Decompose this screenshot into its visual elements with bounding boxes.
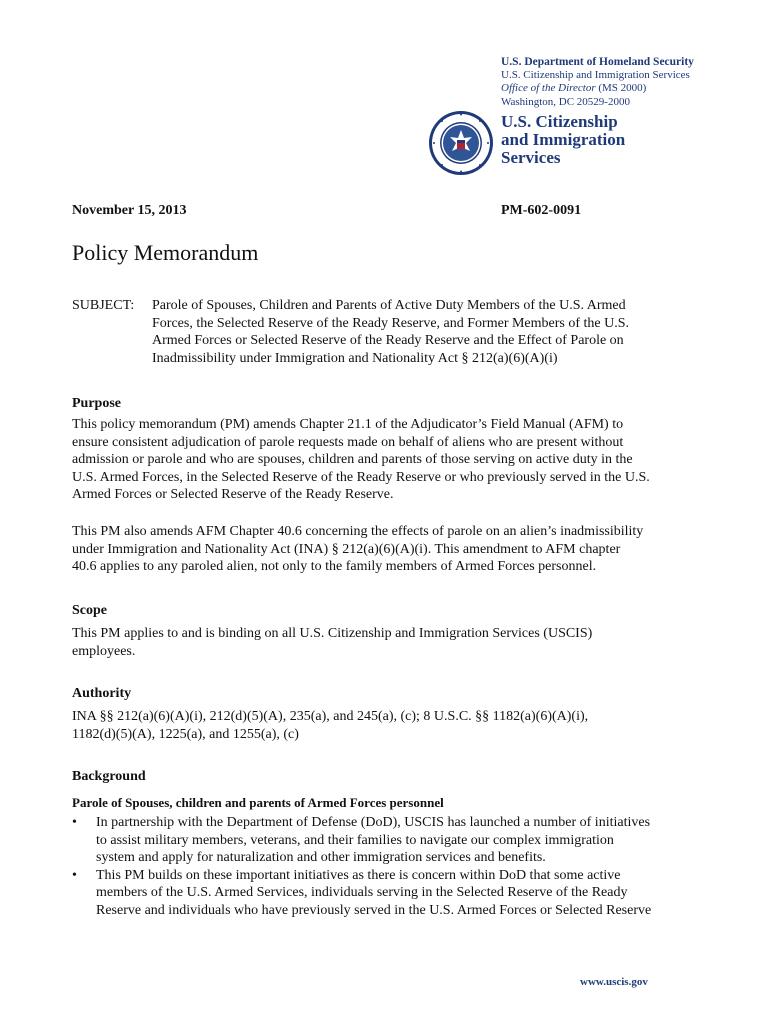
subject-text xyxy=(152,297,692,367)
scope-paragraph xyxy=(72,625,696,660)
bullet-line: to assist military members, veterans, and their families to navigate our complex immigration xyxy=(96,832,614,848)
paragraph-line: Armed Forces or Selected Reserve of the Ready Reserve. xyxy=(72,487,394,503)
paragraph-line: U.S. Armed Forces, in the Selected Reserve of the Ready Reserve or who previously served in the U.S. xyxy=(72,469,650,485)
website-link[interactable]: www.uscis.gov xyxy=(580,976,648,988)
bullet-line: Reserve and individuals who have previously served in the U.S. Armed Forces or Selected Reserve xyxy=(96,902,652,918)
bullet-line: In partnership with the Department of Defense (DoD), USCIS has launched a number of initiatives xyxy=(96,815,651,830)
list-item xyxy=(72,814,696,867)
background-subheading: Parole of Spouses, children and parents of Armed Forces personnel xyxy=(72,795,444,810)
paragraph-line: This PM applies to and is binding on all U.S. Citizenship and Immigration Services (USCIS) xyxy=(72,626,593,641)
scope-heading: Scope xyxy=(72,603,107,618)
purpose-heading: Purpose xyxy=(72,396,121,411)
subject-line: Parole of Spouses, Children and Parents of Active Duty Members of the U.S. Armed xyxy=(152,298,626,313)
purpose-paragraph-1 xyxy=(72,416,696,504)
bullet-line: This PM builds on these important initiatives as there is concern within DoD that some active xyxy=(96,867,621,883)
paragraph-line: INA §§ 212(a)(6)(A)(i), 212(d)(5)(A), 235(a), and 245(a), (c); 8 U.S.C. §§ 1182(a)(6)(A)(i), xyxy=(72,709,589,724)
logo-line-3: Services xyxy=(501,148,561,167)
paragraph-line: under Immigration and Nationality Act (INA) § 212(a)(6)(A)(i). This amendment to AFM chapter xyxy=(72,541,621,557)
subject-label: SUBJECT: xyxy=(72,298,135,313)
dhs-seal-icon xyxy=(428,110,494,176)
paragraph-line: admission or parole and who are spouses, children and parents of those serving on active duty in the xyxy=(72,452,633,468)
paragraph-line: This policy memorandum (PM) amends Chapter 21.1 of the Adjudicator’s Field Manual (AFM) to xyxy=(72,417,624,432)
memo-number: PM-602-0091 xyxy=(501,203,582,218)
authority-heading: Authority xyxy=(72,686,132,701)
background-heading: Background xyxy=(72,769,146,784)
page-title: Policy Memorandum xyxy=(72,240,259,265)
list-item xyxy=(72,867,696,920)
department-name: U.S. Department of Homeland Security xyxy=(501,56,694,68)
bullet-icon: • xyxy=(72,867,77,883)
background-bullet-list xyxy=(72,814,696,920)
paragraph-line: 40.6 applies to any paroled alien, not only to the family members of Armed Forces personnel. xyxy=(72,559,597,575)
bullet-line: system and apply for naturalization and other immigration services and benefits. xyxy=(96,850,546,866)
bullet-icon: • xyxy=(72,815,77,830)
agency-line: U.S. Citizenship and Immigration Services xyxy=(501,69,690,82)
logo-line-1: U.S. Citizenship xyxy=(501,112,618,131)
memo-date: November 15, 2013 xyxy=(72,203,187,218)
office-line xyxy=(501,82,694,95)
paragraph-line: 1182(d)(5)(A), 1225(a), and 1255(a), (c) xyxy=(72,726,299,742)
office-name: Office of the Director xyxy=(501,82,596,95)
paragraph-line: employees. xyxy=(72,643,136,659)
paragraph-line: This PM also amends AFM Chapter 40.6 concerning the effects of parole on an alien’s inadmissibility xyxy=(72,524,644,539)
bullet-line: members of the U.S. Armed Services, individuals serving in the Selected Reserve of the Ready xyxy=(96,885,628,901)
subject-line: Forces, the Selected Reserve of the Ready Reserve, and Former Members of the U.S. xyxy=(152,315,630,331)
address-line: Washington, DC 20529-2000 xyxy=(501,95,630,108)
purpose-paragraph-2 xyxy=(72,523,696,576)
authority-paragraph xyxy=(72,708,696,743)
mail-stop: (MS 2000) xyxy=(595,82,647,95)
agency-logo-text xyxy=(501,113,625,167)
subject-line: Armed Forces or Selected Reserve of the Ready Reserve and the Effect of Parole on xyxy=(152,333,624,349)
paragraph-line: ensure consistent adjudication of parole requests made on behalf of aliens who are present without xyxy=(72,434,624,450)
agency-letterhead xyxy=(501,56,694,109)
subject-line: Inadmissibility under Immigration and Nationality Act § 212(a)(6)(A)(i) xyxy=(152,350,558,366)
logo-line-2: and Immigration xyxy=(501,130,626,149)
